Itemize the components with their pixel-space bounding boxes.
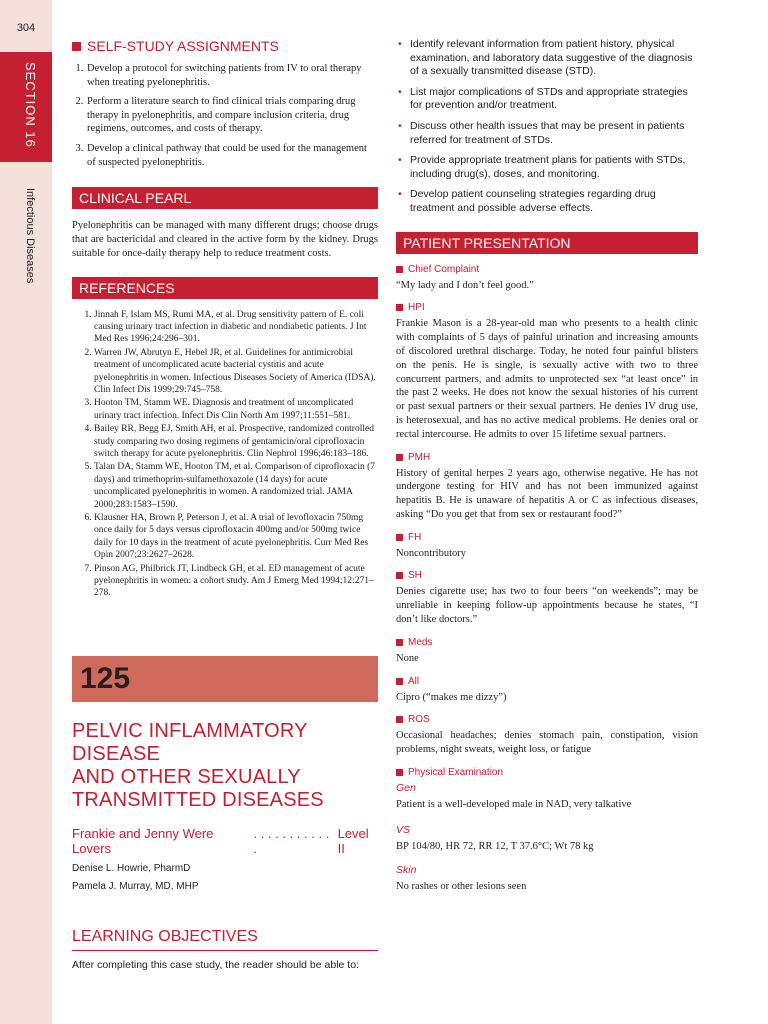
pmh-heading <box>396 452 698 463</box>
pmh-label: PMH <box>408 451 431 463</box>
case-subtitle-leader: . . . . . . . . . . . . <box>253 825 330 856</box>
reference-item: 5. Talan DA, Stamm WE, Hooton TM, et al. Comparison of ciprofloxacin (7 days) and trimethoprim-sulfamethoxazole (14 days) for acute uncomplicated pyelonephritis in women. A randomized trial. JAMA 2000;283:1583–1590. <box>94 461 378 511</box>
ros-text: Occasional headaches; denies stomach pain, constipation, vision problems, night sweats, weight loss, or fatigue <box>396 730 698 756</box>
reference-item: 3. Hooton TM, Stamm WE. Diagnosis and treatment of uncomplicated urinary tract infection. Infect Dis Clin North Am 1997;11:551–581. <box>94 397 378 422</box>
self-study-heading <box>72 38 378 54</box>
learning-objectives-list <box>396 38 698 216</box>
reference-item: 7. Pinson AG, Philbrick JT, Lindbeck GH, et al. ED management of acute pyelonephritis in women: a cohort study. Am J Emerg Med 1994;12:271–278. <box>94 563 378 600</box>
list-item: 1. Develop a protocol for switching patients from IV to oral therapy when treating pyelonephritis. <box>86 62 378 89</box>
case-subtitle-text: Frankie and Jenny Were Lovers <box>72 825 214 856</box>
learning-objectives-intro: After completing this case study, the reader should be able to: <box>72 958 359 971</box>
list-item: 3. Develop a clinical pathway that could be used for the management of suspected pyelonephritis. <box>86 142 378 169</box>
case-title-line: AND OTHER SEXUALLY <box>72 765 301 788</box>
allergies-text: Cipro (“makes me dizzy”) <box>396 691 507 703</box>
sh-text: Denies cigarette use; has two to four beers “on weekends”; may be unreliable in keeping follow-up appointments because he states, “I don’t like doctors.” <box>396 586 698 626</box>
reference-item: 2. Warren JW, Abrutyn E, Hebel JR, et al. Guidelines for antimicrobial treatment of uncomplicated acute bacterial cystitis and acute pyelonephritis in women. Infectious Diseases Society of America (IDSA). Clin Infect Dis 1999;29:745–758. <box>94 347 378 397</box>
square-bullet-icon <box>396 534 403 541</box>
square-bullet-icon <box>396 454 403 461</box>
objective-item: • List major complications of STDs and appropriate strategies for prevention and/or treatment. <box>410 86 698 113</box>
ros-label: ROS <box>408 714 430 726</box>
self-study-list <box>72 62 378 169</box>
right-column <box>396 38 698 893</box>
case-subtitle <box>72 826 378 856</box>
fh-heading <box>396 532 698 543</box>
vs-text: BP 104/80, HR 72, RR 12, T 37.6°C; Wt 78 kg <box>396 840 594 852</box>
square-bullet-icon <box>396 572 403 579</box>
physical-exam-heading <box>396 767 698 778</box>
square-bullet-icon <box>396 716 403 723</box>
reference-item: 1. Jinnah F, Islam MS, Rumi MA, et al. Drug sensitivity pattern of E. coli causing urinary tract infection in diabetic and nondiabetic patients. J Int Med Res 1996;24:296–301. <box>94 309 378 346</box>
reference-item: 6. Klausner HA, Brown P, Peterson J, et al. A trial of levofloxacin 750mg once daily for 5 days versus ciprofloxacin 400mg and/or 500mg twice daily for 10 days in the treatment of acute pyelonephritis. Curr Med Res Opin 2007;23:2627–2628. <box>94 512 378 562</box>
case-number-banner <box>72 656 378 702</box>
references-heading: REFERENCES <box>72 277 378 299</box>
meds-label: Meds <box>408 636 433 648</box>
allergies-heading <box>396 676 698 687</box>
allergies-label: All <box>408 675 420 687</box>
section-subtitle: Infectious Diseases <box>24 188 36 284</box>
page-number: 304 <box>16 22 36 34</box>
section-label: SECTION 16 <box>23 62 38 148</box>
case-title-line: PELVIC INFLAMMATORY DISEASE <box>72 719 308 765</box>
self-study-heading-text: SELF-STUDY ASSIGNMENTS <box>87 38 279 54</box>
clinical-pearl-text: Pyelonephritis can be managed with many different drugs; choose drugs that are bactericidal and cleared in the active form by the kidney. Drugs suitable for once-daily therapy help to reduce treatment costs. <box>72 220 378 259</box>
chief-complaint-label: Chief Complaint <box>408 263 480 275</box>
square-bullet-icon <box>396 266 403 273</box>
chief-complaint-heading <box>396 264 698 275</box>
references-list <box>72 309 378 600</box>
hpi-heading <box>396 302 698 313</box>
objective-item: • Provide appropriate treatment plans for patients with STDs, including drug(s), doses, and monitoring. <box>410 154 698 181</box>
list-item: 2. Perform a literature search to find clinical trials comparing drug therapy in pyelonephritis, and compare inclusion criteria, drug regimens, outcomes, and costs of therapy. <box>86 95 378 136</box>
pmh-text: History of genital herpes 2 years ago, otherwise negative. He has not undergone testing for HIV and has not been immunized against hepatitis B. He is unaware of hepatitis A or C as infectious diseases, asking “Do you get that from sex or restaurant food?” <box>396 467 698 520</box>
case-title <box>72 720 378 812</box>
square-bullet-icon <box>396 678 403 685</box>
fh-text: Noncontributory <box>396 547 466 559</box>
fh-label: FH <box>408 531 422 543</box>
gen-text: Patient is a well-developed male in NAD, very talkative <box>396 799 632 811</box>
sh-heading <box>396 570 698 581</box>
clinical-pearl-heading: CLINICAL PEARL <box>72 187 378 209</box>
square-bullet-icon <box>396 304 403 311</box>
gen-label: Gen <box>396 782 416 795</box>
square-bullet-icon <box>396 639 403 646</box>
case-number: 125 <box>80 661 131 695</box>
objective-item: • Discuss other health issues that may be present in patients referred for treatment of STDs. <box>410 120 698 147</box>
heading-rule <box>72 950 378 951</box>
square-bullet-icon <box>396 769 403 776</box>
skin-text: No rashes or other lesions seen <box>396 880 527 892</box>
sh-label: SH <box>408 570 422 582</box>
author-name: Pamela J. Murray, MD, MHP <box>72 880 199 892</box>
hpi-label: HPI <box>408 302 425 314</box>
case-title-line: TRANSMITTED DISEASES <box>72 788 324 811</box>
meds-text: None <box>396 652 419 664</box>
vs-label: VS <box>396 823 411 836</box>
left-column <box>72 38 378 971</box>
learning-objectives-heading: LEARNING OBJECTIVES <box>72 927 258 945</box>
patient-presentation-heading: PATIENT PRESENTATION <box>396 232 698 254</box>
hpi-text: Frankie Mason is a 28-year-old man who presents to a health clinic with complaints of 5 days of painful urination and increasing amounts of discolored urethral discharge. Today, he noted four painful blisters on the penis. He is single, is sexually active with two to three concurrent partners, and admits to unprotected sex “at least once” in the past 2 weeks. He does not know the sexual histories of his current or past sexual partners or their sexual partners. He denies IV drug use, is heterosexual, and has no active medical problems. He denies oral or rectal intercourse. He admits to over 15 lifetime sexual partners. <box>396 318 698 440</box>
objective-item: • Identify relevant information from patient history, physical examination, and laboratory data suggestive of the diagnosis of a sexually transmitted disease (STD). <box>410 38 698 79</box>
ros-heading <box>396 714 698 725</box>
skin-label: Skin <box>396 863 417 876</box>
meds-heading <box>396 637 698 648</box>
square-bullet-icon <box>72 42 81 51</box>
reference-item: 4. Bailey RR, Begg EJ, Smith AH, et al. Prospective, randomized controlled study comparing two dosing regimens of gentamicin/oral ciprofloxacin switch therapy for acute pyelonephritis. Clin Nephrol 1996;46:183–186. <box>94 423 378 460</box>
objective-item: • Develop patient counseling strategies regarding drug treatment and possible adverse effects. <box>410 188 698 215</box>
physical-exam-label: Physical Examination <box>408 767 504 779</box>
chief-complaint-text: “My lady and I don’t feel good.” <box>396 279 534 291</box>
case-level: Level II <box>337 825 369 856</box>
author-name: Denise L. Howrie, PharmD <box>72 862 191 874</box>
